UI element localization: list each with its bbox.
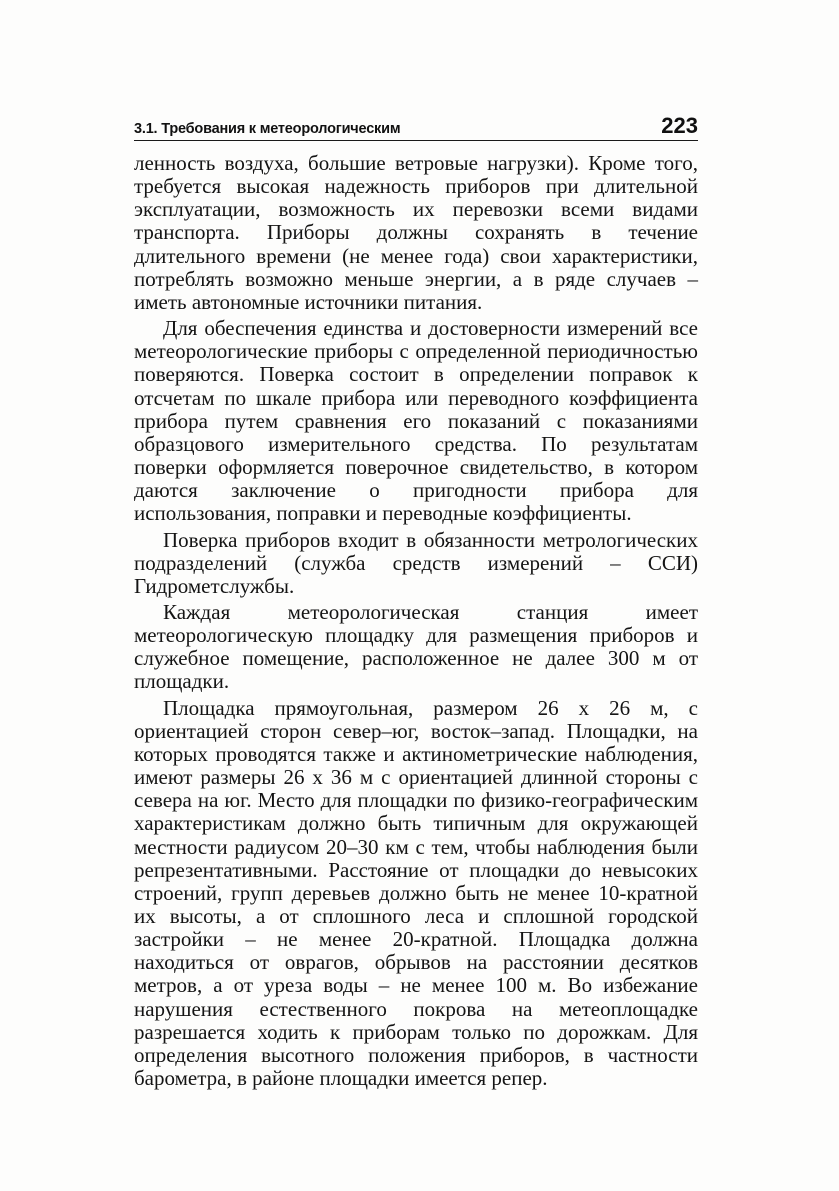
paragraph: ленность воздуха, большие ветровые нагрузки). Кроме того, требуется высокая надежность приборов при длительной эксплуатации, возможность их перевозки всеми видами транспорта. Приборы должны сохранять в течение длительного времени (не менее года) свои характеристики, потреблять возможно меньше энергии, а в ряде случаев – иметь автономные источники питания. — [134, 151, 698, 314]
body-text — [134, 152, 698, 1093]
running-header — [134, 112, 698, 141]
paragraph: Каждая метеорологическая станция имеет метеорологическую площадку для размещения приборов и служебное помещение, расположенное не далее 300 м от площадки. — [134, 599, 698, 694]
paragraph: Для обеспечения единства и достоверности измерений все метеорологические приборы с определенной периодичностью поверяются. Поверка состоит в определении поправок к отсчетам по шкале прибора или переводного коэффициента прибора путем сравнения его показаний с показаниями образцового измерительного средства. По результатам поверки оформляется поверочное свидетельство, в котором даются заключение о пригодности прибора для использования, поправки и переводные коэффициенты. — [134, 316, 698, 526]
paragraph: Поверка приборов входит в обязанности метрологических подразделений (служба средств измерений – ССИ) Гидрометслужбы. — [134, 527, 698, 598]
section-title: 3.1. Требования к метеорологическим — [134, 121, 401, 137]
paragraph: Площадка прямоугольная, размером 26 х 26 м, с ориентацией сторон север–юг, восток–запад. Площадки, на которых проводятся также и актинометрические наблюдения, имеют размеры 26 х 36 м с ориентацией длинной стороны с севера на юг. Место для площадки по физико-географическим характеристикам должно быть типичным для окружающей местности радиусом 20–30 км с тем, чтобы наблюдения были репрезентативными. Расстояние от площадки до невысоких строений, групп деревьев должно быть не менее 10-кратной их высоты, а от сплошного леса и сплошной городской застройки – не менее 20-кратной. Площадка должна находиться от оврагов, обрывов на расстоянии десятков метров, а от уреза воды – не менее 100 м. Во избежание нарушения естественного покрова на метеоплощадке разрешается ходить к приборам только по дорожкам. Для определения высотного положения приборов, в частности барометра, в районе площадки имеется репер. — [134, 695, 698, 1091]
page-number: 223 — [661, 113, 698, 138]
